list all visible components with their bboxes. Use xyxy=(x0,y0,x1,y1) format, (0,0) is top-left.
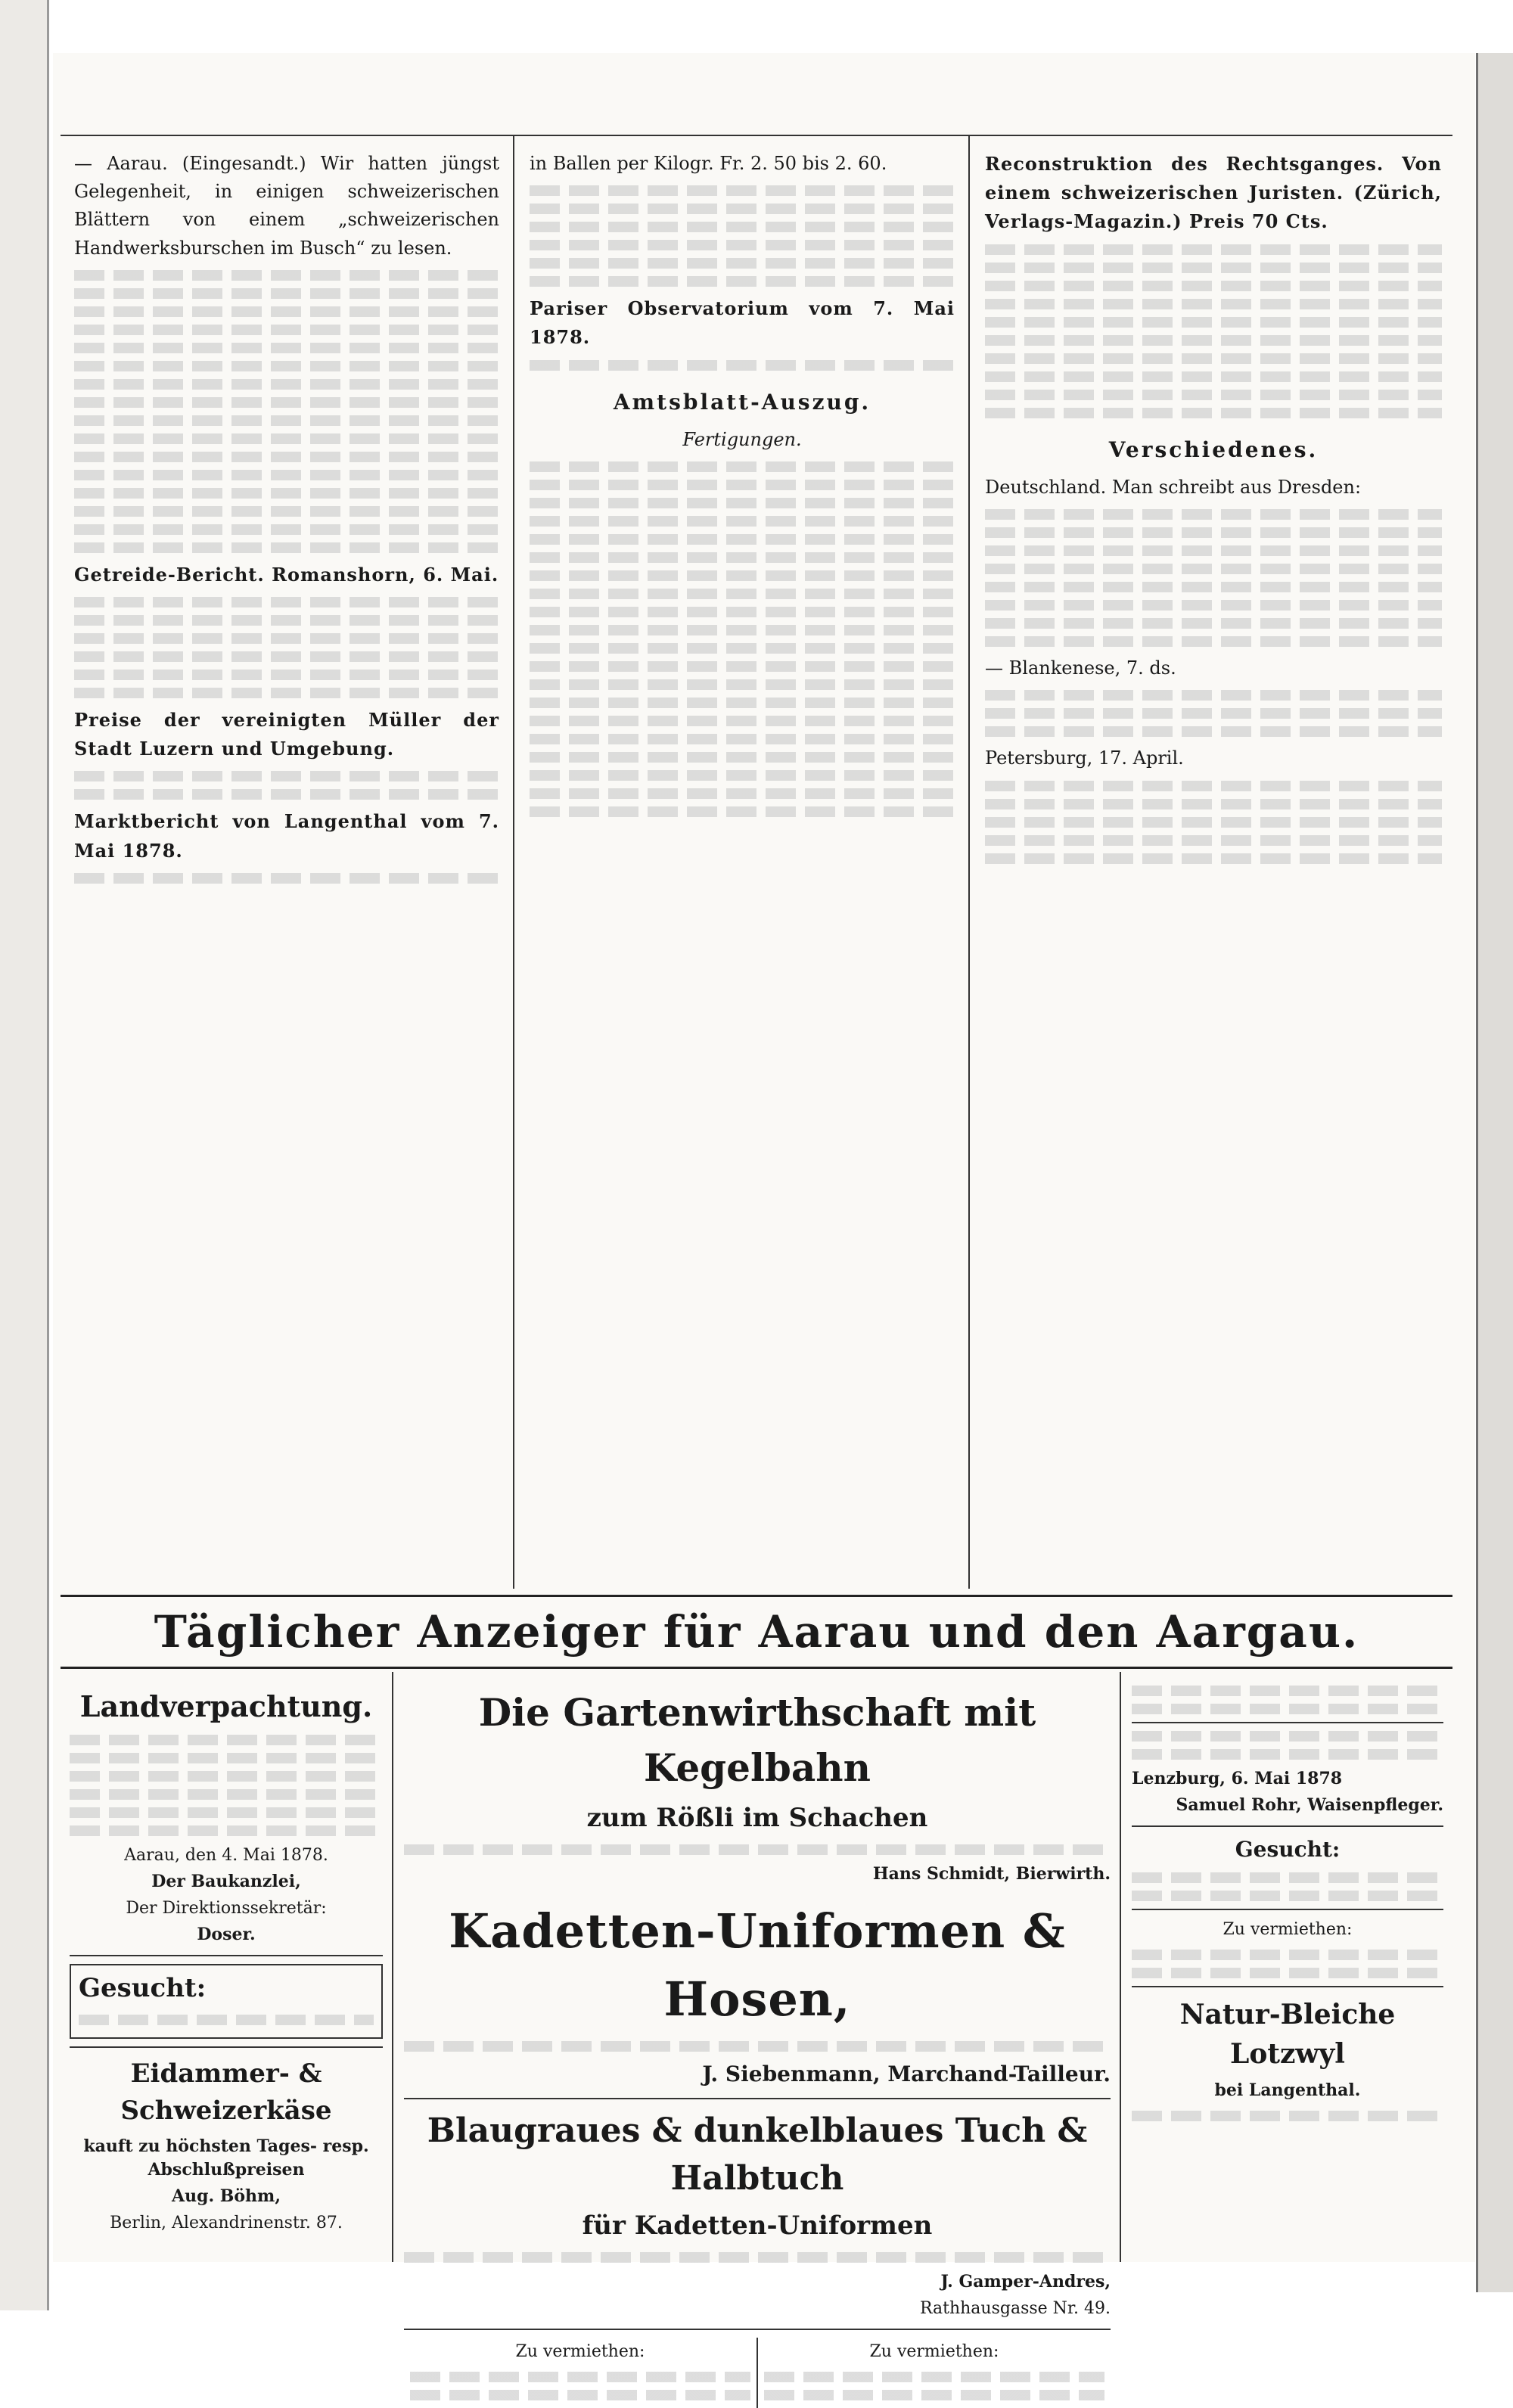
unreadable-text xyxy=(985,853,1442,864)
unreadable-text xyxy=(74,873,499,884)
unreadable-text xyxy=(74,306,499,317)
unreadable-text xyxy=(530,258,955,269)
unreadable-text xyxy=(74,542,499,553)
ad-tuch-sub: für Kadetten-Uniformen xyxy=(582,2211,933,2242)
ad-gesucht-zimmer xyxy=(70,1964,383,2039)
unreadable-text xyxy=(74,270,499,281)
ad-kaese-title: Eidammer- & Schweizerkäse xyxy=(120,2058,332,2127)
unreadable-text xyxy=(530,806,955,817)
divider xyxy=(70,1955,383,1956)
subheading-fertigungen: Fertigungen. xyxy=(682,428,802,450)
market-prices: in Ballen per Kilogr. Fr. 2. 50 bis 2. 60. xyxy=(530,153,887,174)
ads-right-column xyxy=(1123,1672,1452,2262)
unreadable-text xyxy=(74,452,499,462)
unreadable-text xyxy=(530,661,955,672)
unreadable-text xyxy=(74,343,499,353)
ad-bleiche-sub: bei Langenthal. xyxy=(1214,2080,1361,2100)
ad-landverpachtung-title: Landverpachtung. xyxy=(79,1689,373,1723)
unreadable-text xyxy=(530,204,955,214)
unreadable-text xyxy=(530,276,955,287)
ads-section xyxy=(61,1672,1452,2362)
unreadable-text xyxy=(985,335,1442,346)
ads-left-column xyxy=(61,1672,393,2262)
unreadable-text xyxy=(74,670,499,680)
ad-doser: Doser. xyxy=(197,1924,256,1944)
ad-vermieten-right xyxy=(758,2338,1111,2408)
article-luzern: Preise der vereinigten Müller der Stadt Luzern und Umgebung. xyxy=(74,708,499,760)
ad-kadetten-title: Kadetten-Uniformen & Hosen, xyxy=(449,1903,1066,2027)
unreadable-text xyxy=(74,288,499,299)
ad-tuch-title: Blaugraues & dunkelblaues Tuch & Halbtuch xyxy=(427,2111,1088,2198)
unreadable-text xyxy=(530,552,955,563)
ad-kaese-address: Berlin, Alexandrinenstr. 87. xyxy=(110,2214,343,2233)
article-getreide: Getreide-Bericht. Romanshorn, 6. Mai. xyxy=(74,563,499,586)
unreadable-text xyxy=(74,433,499,444)
divider xyxy=(1132,1825,1443,1827)
unreadable-text xyxy=(530,752,955,763)
unreadable-text xyxy=(1132,2111,1443,2121)
unreadable-text xyxy=(985,564,1442,574)
heading-verschiedenes: Verschiedenes. xyxy=(1108,437,1319,462)
unreadable-text xyxy=(74,615,499,626)
unreadable-text xyxy=(530,185,955,196)
unreadable-text xyxy=(530,461,955,472)
observatory-report: Pariser Observatorium vom 7. Mai 1878. xyxy=(530,297,955,349)
news-deutschland: Deutschland. Man schreibt aus Dresden: xyxy=(985,476,1362,498)
ad-rohr: Samuel Rohr, Waisenpfleger. xyxy=(1176,1794,1443,1815)
unreadable-text xyxy=(70,1753,383,1763)
unreadable-text xyxy=(985,708,1442,719)
unreadable-text xyxy=(530,607,955,617)
unreadable-text xyxy=(74,771,499,781)
ad-gartenwirthschaft-title: Die Gartenwirthschaft mit Kegelbahn xyxy=(478,1690,1036,1790)
column-left xyxy=(61,136,514,1589)
ad-vermieten-pair xyxy=(404,2338,1111,2408)
ad-tuch-address: Rathhausgasse Nr. 49. xyxy=(919,2299,1111,2319)
left-page-edge xyxy=(0,0,49,2310)
unreadable-text xyxy=(74,361,499,371)
unreadable-text xyxy=(1132,1749,1443,1760)
ad-vermieten-left-head: Zu vermiethen: xyxy=(515,2342,645,2362)
divider xyxy=(70,2046,383,2048)
unreadable-text xyxy=(74,524,499,535)
unreadable-text xyxy=(410,2390,750,2400)
unreadable-text xyxy=(985,408,1442,418)
column-right xyxy=(971,136,1456,1589)
ad-garten-signature: Hans Schmidt, Bierwirth. xyxy=(872,1864,1111,1884)
divider xyxy=(404,2329,1111,2330)
unreadable-text xyxy=(70,1825,383,1836)
unreadable-text xyxy=(1132,1872,1443,1883)
unreadable-text xyxy=(985,582,1442,592)
unreadable-text xyxy=(530,734,955,744)
ad-vermieten-head: Zu vermiethen: xyxy=(1223,1920,1353,1940)
unreadable-text xyxy=(74,470,499,480)
right-page-edge xyxy=(1476,53,1513,2292)
ad-direktionssekretaer: Der Direktionssekretär: xyxy=(126,1898,327,1918)
unreadable-text xyxy=(985,527,1442,538)
unreadable-text xyxy=(764,2372,1104,2382)
unreadable-text xyxy=(985,781,1442,791)
unreadable-text xyxy=(1132,1950,1443,1960)
unreadable-text xyxy=(985,317,1442,328)
unreadable-text xyxy=(1132,1891,1443,1901)
unreadable-text xyxy=(530,240,955,250)
unreadable-text xyxy=(530,480,955,490)
ads-middle-column xyxy=(395,1672,1121,2362)
book-review: Reconstruktion des Rechtsganges. Von einem schweizerischen Juristen. (Zürich, Verlags-Magazin.) Preis 70 Cts. xyxy=(985,153,1442,233)
ad-bleiche-title: Natur-Bleiche Lotzwyl xyxy=(1179,1999,1396,2071)
unreadable-text xyxy=(985,799,1442,809)
unreadable-text xyxy=(985,817,1442,828)
unreadable-text xyxy=(985,835,1442,846)
ad-gesucht-head: Gesucht: xyxy=(1235,1836,1341,1862)
unreadable-text xyxy=(530,222,955,232)
unreadable-text xyxy=(530,534,955,545)
unreadable-text xyxy=(74,325,499,335)
unreadable-text xyxy=(74,597,499,607)
unreadable-text xyxy=(530,360,955,371)
unreadable-text xyxy=(74,415,499,426)
unreadable-text xyxy=(1132,1968,1443,1978)
unreadable-text xyxy=(410,2372,750,2382)
column-middle xyxy=(516,136,970,1589)
unreadable-text xyxy=(985,263,1442,273)
unreadable-text xyxy=(404,1844,1111,1855)
ad-kaese-text: kauft zu höchsten Tages- resp. Abschlußpreisen xyxy=(83,2136,369,2180)
unreadable-text xyxy=(985,244,1442,255)
unreadable-text xyxy=(70,1771,383,1782)
unreadable-text xyxy=(530,788,955,799)
unreadable-text xyxy=(70,1807,383,1818)
unreadable-text xyxy=(530,516,955,527)
unreadable-text xyxy=(404,2041,1111,2052)
ad-vermieten-right-head: Zu vermiethen: xyxy=(869,2342,999,2362)
unreadable-text xyxy=(530,716,955,726)
news-blankenese: — Blankenese, 7. ds. xyxy=(985,657,1176,679)
unreadable-text xyxy=(74,379,499,390)
unreadable-text xyxy=(70,1789,383,1800)
ad-gesucht-title: Gesucht: xyxy=(79,1972,207,2003)
unreadable-text xyxy=(530,625,955,635)
unreadable-text xyxy=(74,688,499,698)
unreadable-text xyxy=(985,371,1442,382)
unreadable-text xyxy=(530,589,955,599)
heading-amtsblatt: Amtsblatt-Auszug. xyxy=(613,389,871,415)
unreadable-text xyxy=(985,690,1442,701)
unreadable-text xyxy=(74,789,499,800)
unreadable-text xyxy=(1132,1731,1443,1742)
news-petersburg: Petersburg, 17. April. xyxy=(985,747,1184,769)
unreadable-text xyxy=(1132,1704,1443,1714)
unreadable-text xyxy=(74,651,499,662)
unreadable-text xyxy=(985,545,1442,556)
ad-gartenwirthschaft-sub: zum Rößli im Schachen xyxy=(586,1803,928,1833)
advertiser-banner: Täglicher Anzeiger für Aarau und den Aargau. xyxy=(61,1595,1452,1669)
divider xyxy=(1132,1909,1443,1910)
unreadable-text xyxy=(74,397,499,408)
divider xyxy=(1132,1986,1443,1987)
unreadable-text xyxy=(985,390,1442,400)
article-aarau: — Aarau. (Eingesandt.) Wir hatten jüngst Gelegenheit, in einigen schweizerischen Blättern von einem „schweizerischen Handwerksburschen im Busch“ zu lesen. xyxy=(74,153,499,259)
divider xyxy=(1132,1722,1443,1723)
ad-lenzburg: Lenzburg, 6. Mai 1878 xyxy=(1132,1769,1343,1788)
ad-landverpachtung-date: Aarau, den 4. Mai 1878. xyxy=(124,1846,328,1866)
unreadable-text xyxy=(530,679,955,690)
unreadable-text xyxy=(985,353,1442,364)
unreadable-text xyxy=(985,726,1442,737)
unreadable-text xyxy=(985,299,1442,309)
unreadable-text xyxy=(404,2252,1111,2263)
unreadable-text xyxy=(530,698,955,708)
ad-kaese-name: Aug. Böhm, xyxy=(172,2186,281,2207)
unreadable-text xyxy=(74,506,499,517)
ad-vermieten-left xyxy=(404,2338,758,2408)
unreadable-text xyxy=(985,636,1442,647)
unreadable-text xyxy=(530,643,955,654)
unreadable-text xyxy=(74,633,499,644)
ad-kadetten-signature: J. Siebenmann, Marchand-Tailleur. xyxy=(702,2061,1111,2086)
unreadable-text xyxy=(530,570,955,581)
unreadable-text xyxy=(70,1735,383,1745)
unreadable-text xyxy=(530,770,955,781)
unreadable-text xyxy=(764,2390,1104,2400)
unreadable-text xyxy=(1132,1686,1443,1696)
unreadable-text xyxy=(985,618,1442,629)
ad-tuch-signature: J. Gamper-Andres, xyxy=(940,2272,1111,2292)
unreadable-text xyxy=(79,2015,374,2025)
unreadable-text xyxy=(74,488,499,499)
unreadable-text xyxy=(530,498,955,508)
unreadable-text xyxy=(985,600,1442,611)
divider xyxy=(404,2098,1111,2099)
unreadable-text xyxy=(985,281,1442,291)
unreadable-text xyxy=(985,509,1442,520)
article-langenthal: Marktbericht von Langenthal vom 7. Mai 1878. xyxy=(74,810,499,862)
ad-baukanzlei: Der Baukanzlei, xyxy=(151,1871,301,1891)
